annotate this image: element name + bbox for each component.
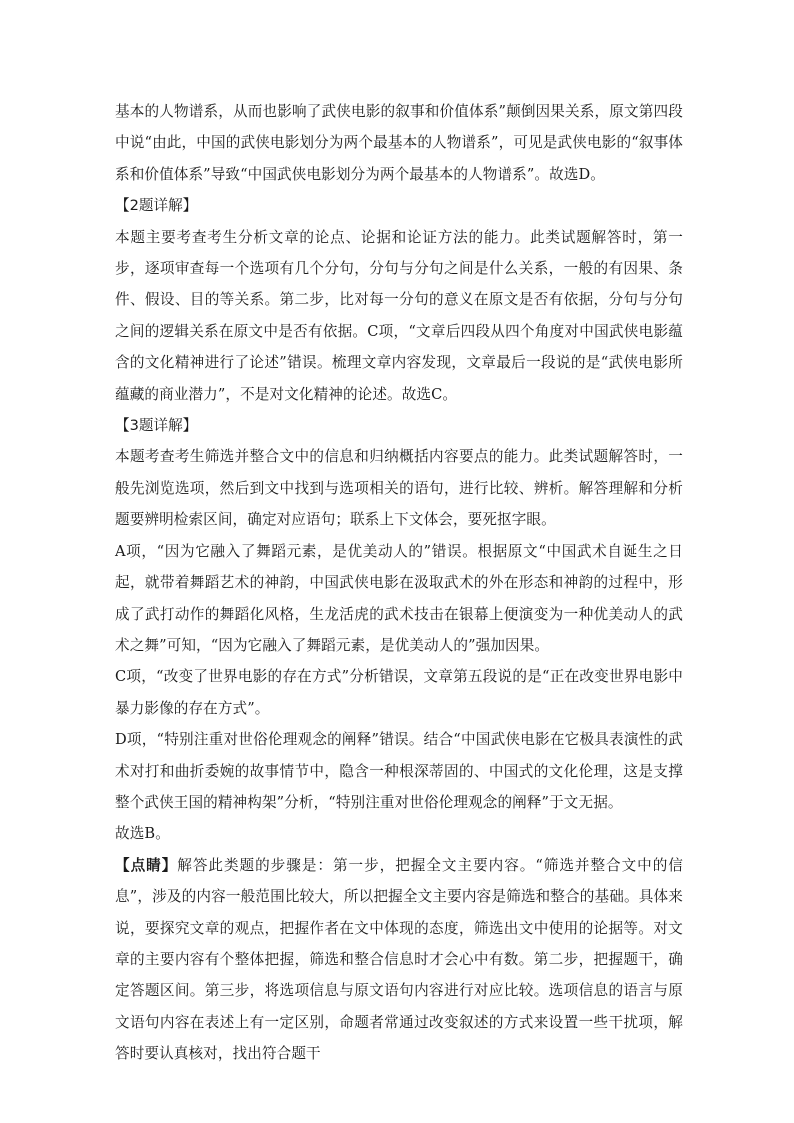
section-heading-q2: 【2题详解】 — [115, 197, 198, 215]
answer-paragraph-option-d: D项，“特别注重对世俗伦理观念的阐释”错误。结合“中国武侠电影在它极具表演性的武术对打和曲折委婉的故事情节中，隐含一种根深蒂固的、中国式的文化伦理，这是支撑整个武侠王国的精神构架”分析，“特别注重对世俗伦理观念的阐释”于文无据。 — [115, 731, 683, 811]
answer-paragraph-option-a: A项，“因为它融入了舞蹈元素，是优美动人的”错误。根据原文“中国武术自诞生之日起，就带着舞蹈艺术的神韵，中国武侠电影在汲取武术的外在形态和神韵的过程中，形成了武打动作的舞蹈化风格，生龙活虎的武术技击在银幕上便演变为一种优美动人的武术之舞”可知，“因为它融入了舞蹈元素，是优美动人的”强加因果。 — [115, 542, 683, 654]
answer-paragraph-q2: 本题主要考查考生分析文章的论点、论据和论证方法的能力。此类试题解答时，第一步，逐项审查每一个选项有几个分句，分句与分句之间是什么关系，一般的有因果、条件、假设、目的等关系。第二步，比对每一分句的意义在原文是否有依据，分句与分句之间的逻辑关系在原文中是否有依据。C项，“文章后四段从四个角度对中国武侠电影蕴含的文化精神进行了论述”错误。梳理文章内容发现，文章最后一段说的是“武侠电影所蕴藏的商业潜力”，不是对文化精神的论述。故选C。 — [115, 228, 683, 403]
document-page — [115, 96, 683, 1070]
tip-label: 【点睛】 — [115, 856, 178, 874]
answer-conclusion: 故选B。 — [115, 825, 170, 843]
answer-paragraph-q3-intro: 本题考查考生筛选并整合文中的信息和归纳概括内容要点的能力。此类试题解答时，一般先浏览选项，然后到文中找到与选项相关的语句，进行比较、辨析。解答理解和分析题要辨明检索区间，确定对应语句；联系上下文体会，要死抠字眼。 — [115, 448, 683, 529]
tip-text: 解答此类题的步骤是：第一步，把握全文主要内容。“筛选并整合文中的信息”，涉及的内容一般范围比较大，所以把握全文主要内容是筛选和整合的基础。具体来说，要探究文章的观点，把握作者在文中体现的态度，筛选出文中使用的论据等。对文章的主要内容有个整体把握，筛选和整合信息时才会心中有数。第二步，把握题干，确定答题区间。第三步，将选项信息与原文语句内容进行对应比较。选项信息的语言与原文语句内容在表述上有一定区别，命题者常通过改变叙述的方式来设置一些干扰项，解答时要认真核对，找出符合题干 — [115, 856, 684, 1063]
tip-paragraph — [115, 850, 683, 1070]
section-heading-q3: 【3题详解】 — [115, 417, 198, 435]
answer-paragraph-option-c: C项，“改变了世界电影的存在方式”分析错误，文章第五段说的是“正在改变世界电影中暴力影像的存在方式”。 — [115, 668, 683, 717]
answer-paragraph-1: 基本的人物谱系，从而也影响了武侠电影的叙事和价值体系”颠倒因果关系，原文第四段中说“由此，中国的武侠电影划分为两个最基本的人物谱系”，可见是武侠电影的“叙事体系和价值体系”导致“中国武侠电影划分为两个最基本的人物谱系”。故选D。 — [115, 103, 683, 183]
